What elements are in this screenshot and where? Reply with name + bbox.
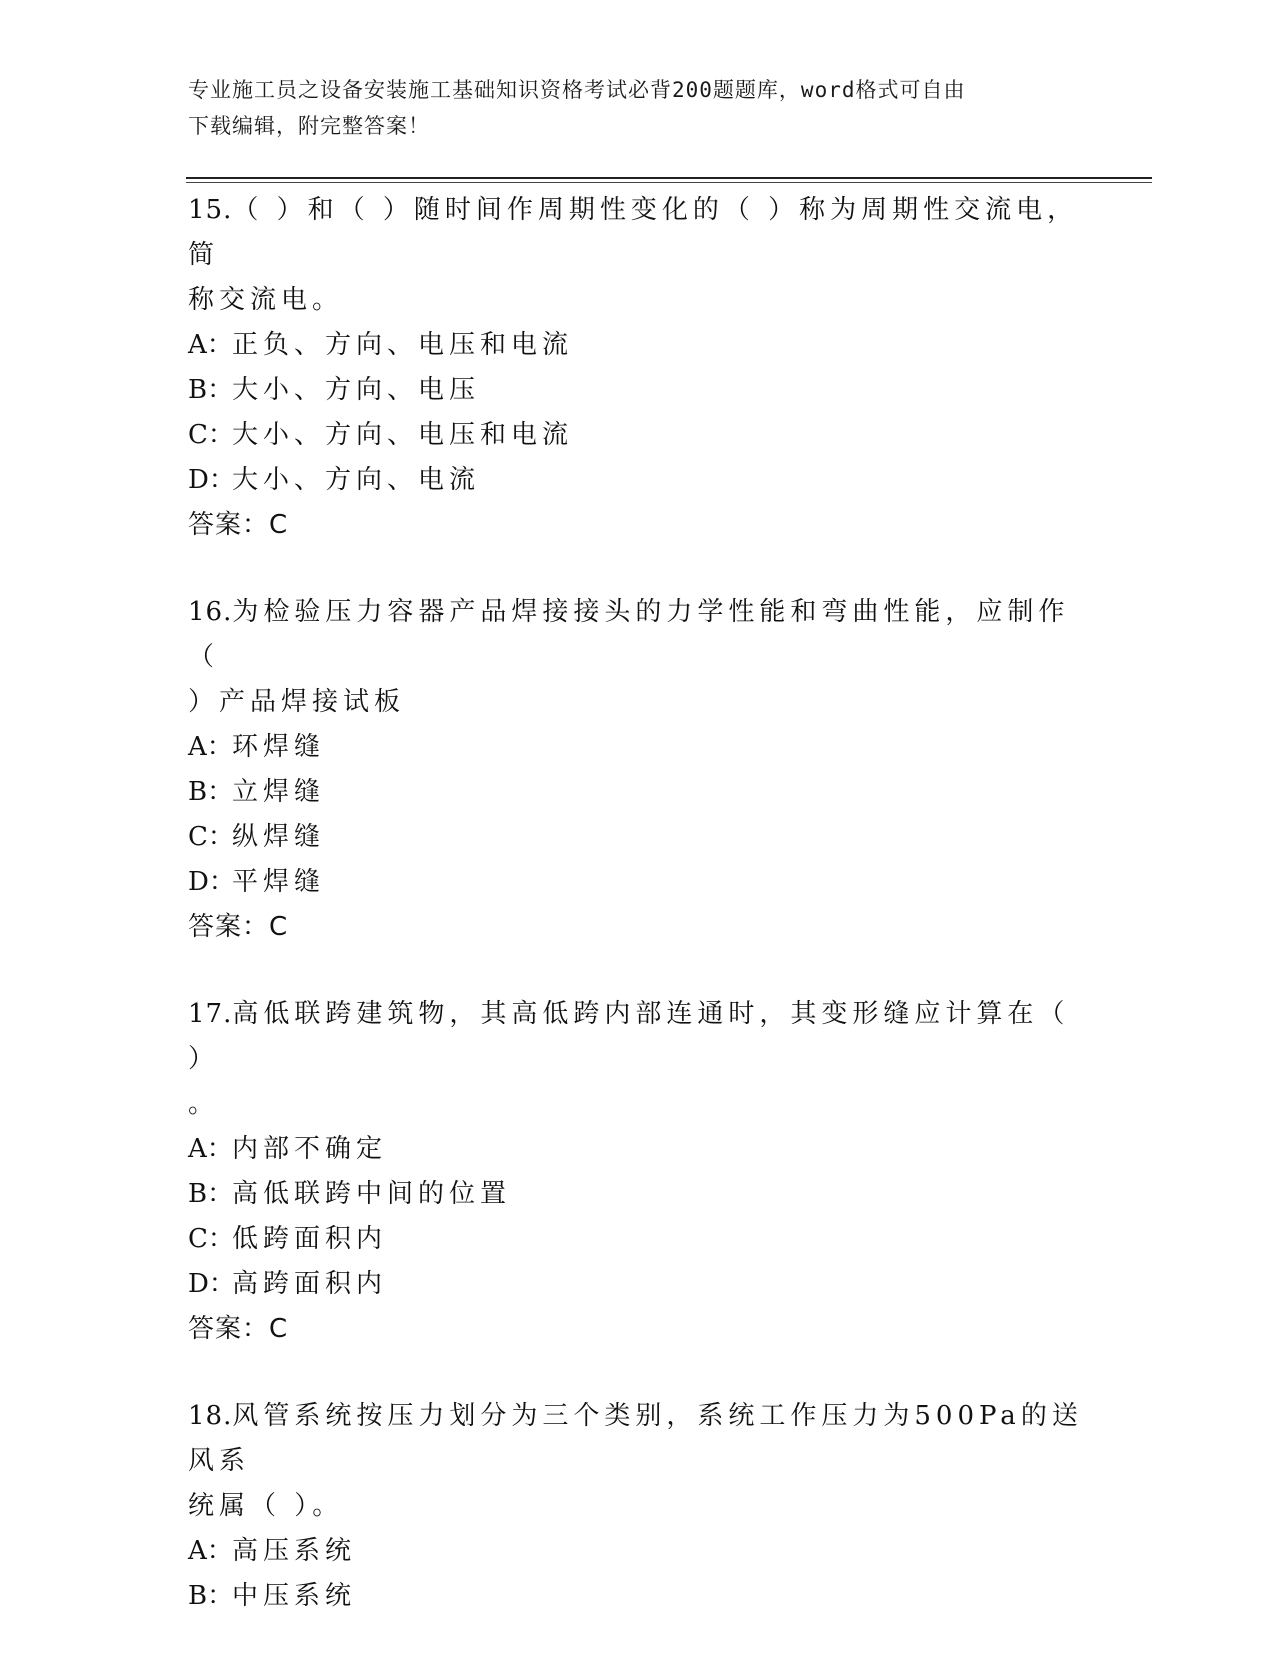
option-key: B：: [188, 1581, 234, 1611]
option-text: 低跨面积内: [232, 1224, 388, 1254]
question-stem: [188, 590, 1088, 680]
question-stem-line-2: 称交流电。: [188, 285, 344, 315]
option-key: A：: [188, 1536, 233, 1566]
question-stem-line-1: 为检验压力容器产品焊接接头的力学性能和弯曲性能，应制作（: [188, 597, 1070, 672]
question-stem-line-2: 。: [188, 1089, 220, 1119]
option-text: 环焊缝: [232, 732, 326, 762]
question-17: [188, 992, 1088, 1352]
question-stem: [188, 188, 1088, 278]
option-text: 大小、方向、电流: [232, 465, 481, 495]
option-key: B：: [188, 375, 234, 405]
option-text: 高低联跨中间的位置: [232, 1179, 512, 1209]
option-d: [188, 860, 1088, 905]
option-key: B：: [188, 1179, 234, 1209]
question-number: 18.: [188, 1401, 233, 1431]
answer-line: 答案：C: [188, 510, 289, 540]
option-key: C：: [188, 420, 234, 450]
option-b: [188, 770, 1088, 815]
question-16: [188, 590, 1088, 950]
question-number: 15.: [188, 195, 233, 225]
option-b: [188, 1574, 1088, 1619]
option-d: [188, 458, 1088, 503]
option-key: A：: [188, 330, 233, 360]
option-key: C：: [188, 1224, 234, 1254]
question-stem-line-2: ）产品焊接试板: [188, 687, 406, 717]
option-key: A：: [188, 1134, 233, 1164]
question-stem-line-2: 统属（ ）。: [188, 1491, 344, 1521]
header-divider-thin: [186, 182, 1152, 183]
question-list: [188, 188, 1088, 1661]
option-text: 平焊缝: [232, 867, 326, 897]
option-a: [188, 1127, 1088, 1172]
option-d: [188, 1262, 1088, 1307]
question-number: 17.: [188, 999, 233, 1029]
option-a: [188, 323, 1088, 368]
question-stem: [188, 992, 1088, 1082]
option-key: D：: [188, 1269, 235, 1299]
option-b: [188, 1172, 1088, 1217]
option-text: 正负、方向、电压和电流: [232, 330, 574, 360]
option-key: D：: [188, 867, 235, 897]
document-header: [188, 72, 1068, 144]
question-18: [188, 1394, 1088, 1619]
option-key: A：: [188, 732, 233, 762]
header-divider-thick: [186, 177, 1152, 179]
option-text: 高压系统: [232, 1536, 357, 1566]
question-15: [188, 188, 1088, 548]
option-c: [188, 815, 1088, 860]
question-stem-line-1: 高低联跨建筑物，其高低跨内部连通时，其变形缝应计算在（ ）: [188, 999, 1070, 1074]
option-key: B：: [188, 777, 234, 807]
option-a: [188, 1529, 1088, 1574]
question-stem-line-1: 风管系统按压力划分为三个类别，系统工作压力为500Pa的送风系: [188, 1401, 1083, 1476]
header-line-2: 下载编辑，附完整答案！: [188, 114, 430, 138]
option-c: [188, 413, 1088, 458]
question-stem-line-1: （ ）和（ ）随时间作周期性变化的（ ）称为周期性交流电，简: [188, 195, 1079, 270]
option-key: D：: [188, 465, 235, 495]
option-text: 内部不确定: [232, 1134, 388, 1164]
option-a: [188, 725, 1088, 770]
option-text: 纵焊缝: [232, 822, 326, 852]
option-text: 立焊缝: [232, 777, 326, 807]
option-key: C：: [188, 822, 234, 852]
question-stem: [188, 1394, 1088, 1484]
header-line-1: 专业施工员之设备安装施工基础知识资格考试必背200题题库，word格式可自由: [188, 78, 966, 102]
option-text: 大小、方向、电压: [232, 375, 481, 405]
option-text: 高跨面积内: [232, 1269, 388, 1299]
option-c: [188, 1217, 1088, 1262]
answer-line: 答案：C: [188, 912, 289, 942]
answer-line: 答案：C: [188, 1314, 289, 1344]
option-text: 大小、方向、电压和电流: [232, 420, 574, 450]
option-text: 中压系统: [232, 1581, 357, 1611]
question-number: 16.: [188, 597, 233, 627]
option-b: [188, 368, 1088, 413]
